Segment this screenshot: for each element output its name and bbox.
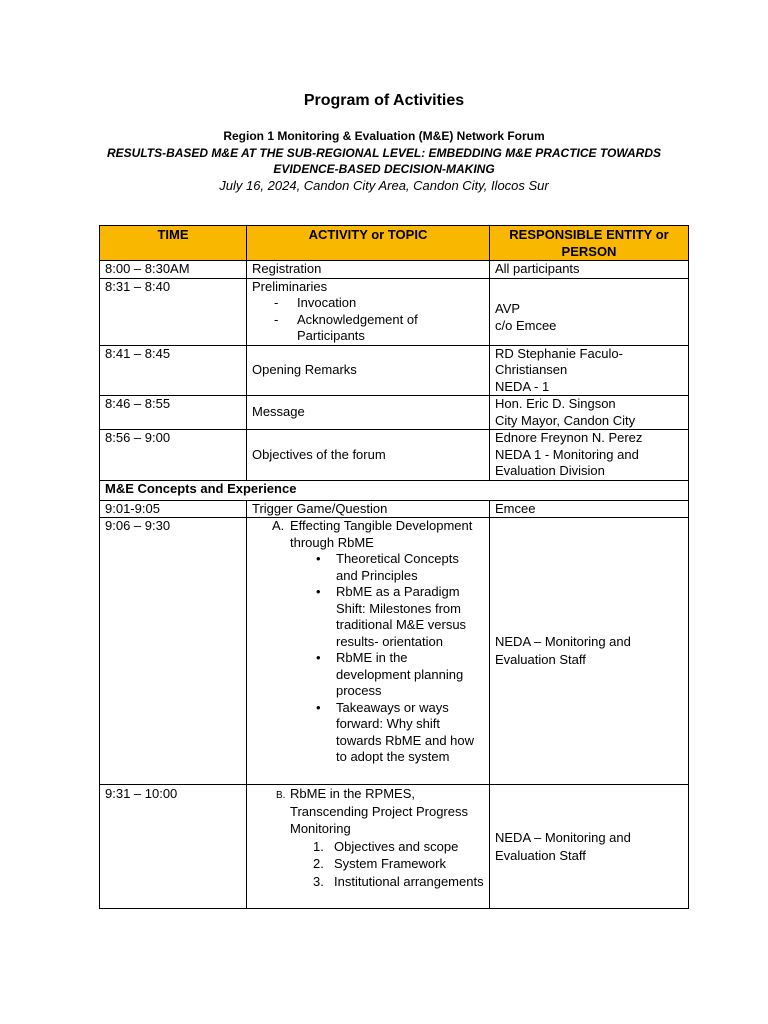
table-row: [100, 261, 689, 279]
list-item: • RbME in the development planning process: [312, 650, 484, 700]
responsible-cell: [490, 396, 689, 430]
time-cell: 9:01-9:05: [100, 500, 247, 518]
activity-cell: [247, 278, 490, 345]
responsible-line: NEDA 1 - Monitoring and Evaluation Division: [495, 446, 639, 478]
list-marker: B.: [276, 790, 286, 801]
time-cell: 9:06 – 9:30: [100, 518, 247, 785]
activity-cell: Objectives of the forum: [247, 430, 490, 481]
responsible-line: Hon. Eric D. Singson: [495, 396, 616, 411]
responsible-cell: Emcee: [490, 500, 689, 518]
responsible-line: Ednore Freynon N. Perez: [495, 430, 643, 445]
responsible-cell: All participants: [490, 261, 689, 279]
responsible-line: City Mayor, Candon City: [495, 412, 636, 428]
activity-title: Effecting Tangible Development through RbME: [290, 518, 473, 550]
table-row: [100, 785, 689, 909]
table-row: [100, 430, 689, 481]
activity-cell: Trigger Game/Question: [247, 500, 490, 518]
responsible-line: AVP: [495, 301, 521, 316]
time-cell: 8:31 – 8:40: [100, 278, 247, 345]
table-row: [100, 345, 689, 396]
table-row: [100, 518, 689, 785]
responsible-cell: [490, 278, 689, 345]
list-item: 2. System Framework: [313, 856, 446, 871]
activity-cell: Registration: [247, 261, 490, 279]
activity-title: RbME in the RPMES, Transcending Project Progress Monitoring: [290, 786, 468, 836]
table-header-row: [100, 226, 689, 261]
list-item: • Takeaways or ways forward: Why shift towards RbME and how to adopt the system: [312, 700, 484, 766]
responsible-cell: NEDA – Monitoring and Evaluation Staff: [490, 518, 689, 785]
forum-name: Region 1 Monitoring & Evaluation (M&E) Network Forum: [223, 129, 545, 143]
bullet-list: [252, 551, 484, 766]
responsible-line: NEDA - 1: [495, 378, 550, 394]
responsible-cell: [490, 345, 689, 396]
forum-theme-line-2: EVIDENCE-BASED DECISION-MAKING: [273, 162, 495, 176]
activity-cell: Message: [247, 396, 490, 430]
list-item: 3. Institutional arrangements: [313, 873, 484, 889]
page-title: Program of Activities: [303, 92, 465, 109]
responsible-cell: NEDA – Monitoring and Evaluation Staff: [490, 785, 689, 909]
responsible-line: c/o Emcee: [495, 317, 557, 333]
activity-heading: [252, 785, 484, 838]
header-responsible: RESPONSIBLE ENTITY or PERSON: [490, 226, 689, 261]
activity-cell: [247, 518, 490, 785]
list-item: 1. Objectives and scope: [313, 838, 459, 854]
time-cell: 8:46 – 8:55: [100, 396, 247, 430]
header-activity: ACTIVITY or TOPIC: [247, 226, 490, 261]
list-item: - Acknowledgement of Participants: [274, 312, 484, 345]
numbered-list: [252, 838, 484, 891]
responsible-line: RD Stephanie Faculo-Christiansen: [495, 345, 623, 377]
activity-title: Preliminaries: [252, 278, 328, 294]
time-cell: 8:56 – 9:00: [100, 430, 247, 481]
list-item: • Theoretical Concepts and Principles: [312, 551, 484, 584]
activity-cell: Opening Remarks: [247, 345, 490, 396]
schedule-table: [99, 225, 689, 909]
table-row: [100, 396, 689, 430]
table-row: [100, 500, 689, 518]
list-marker: A.: [272, 518, 285, 533]
table-row: [100, 278, 689, 345]
list-item: • RbME as a Paradigm Shift: Milestones from traditional M&E versus results- orientation: [312, 584, 484, 650]
date-venue: July 16, 2024, Candon City Area, Candon City, Ilocos Sur: [219, 178, 549, 193]
header-time: TIME: [100, 226, 247, 261]
forum-theme-line-1: RESULTS-BASED M&E AT THE SUB-REGIONAL LEVEL: EMBEDDING M&E PRACTICE TOWARDS: [106, 146, 661, 160]
time-cell: 8:00 – 8:30AM: [100, 261, 247, 279]
responsible-cell: [490, 430, 689, 481]
activity-heading: [252, 518, 484, 551]
time-cell: 8:41 – 8:45: [100, 345, 247, 396]
section-row: [100, 480, 689, 500]
section-heading: M&E Concepts and Experience: [100, 480, 689, 500]
time-cell: 9:31 – 10:00: [100, 785, 247, 909]
activity-cell: [247, 785, 490, 909]
sub-item-list: [252, 295, 484, 345]
list-item: - Invocation: [274, 295, 484, 312]
